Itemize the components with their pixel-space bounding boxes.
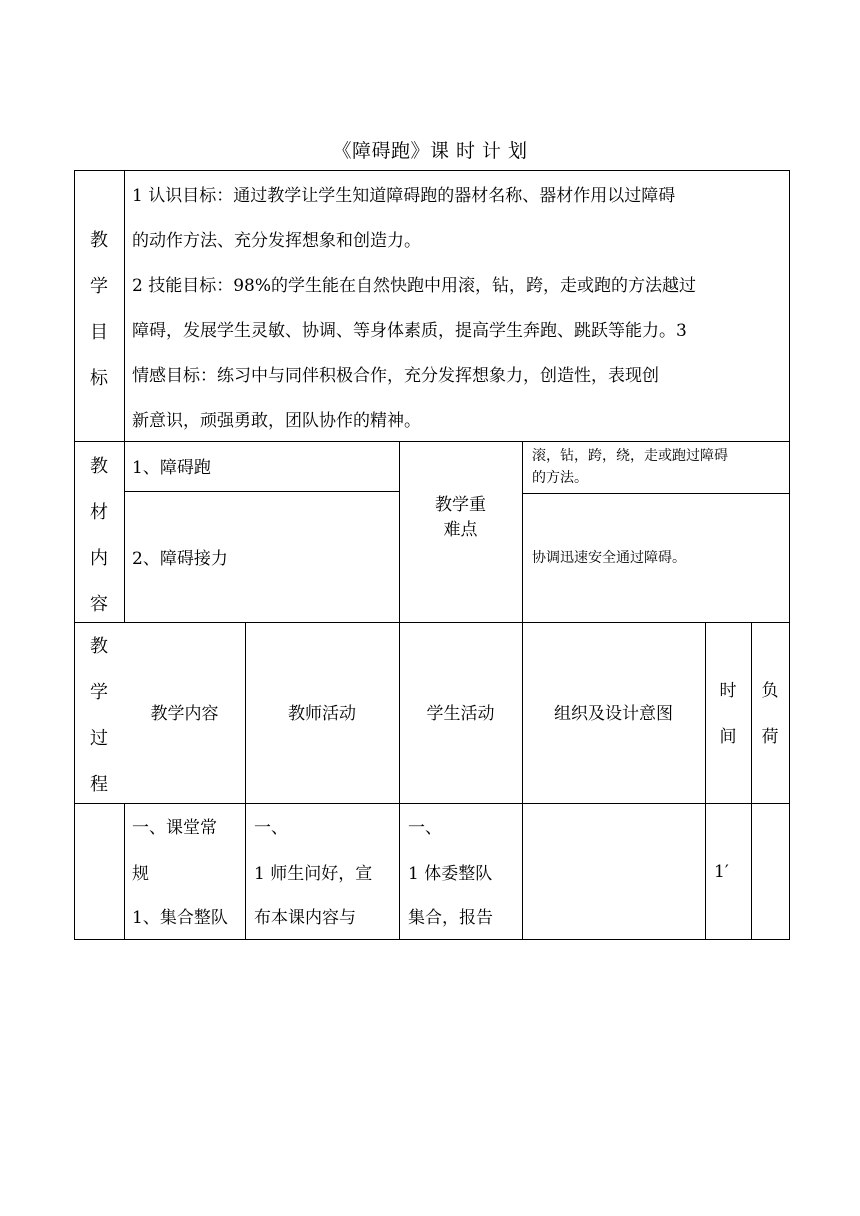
col-header-teacher: 教师活动 [288,704,356,724]
objectives-header-char: 教 [90,230,108,251]
col-header-student: 学生活动 [426,704,495,724]
row-divider-process-header [74,803,790,804]
material-item-2: 2、障碍接力 [132,549,228,569]
page-title: 《障碍跑》课 时 计 划 [332,140,528,162]
row-divider-objectives [74,441,790,442]
objectives-line: 1 认识目标：通过教学让学生知道障碍跑的器材名称、器材作用以过障碍 [132,186,676,206]
objectives-line: 情感目标：练习中与同伴积极合作，充分发挥想象力，创造性，表现创 [132,366,659,386]
col-header-load-2: 荷 [761,727,779,747]
row-content-line: 一、课堂常 [132,818,217,838]
col-divider-organization [705,622,706,940]
objectives-line: 新意识，顽强勇敢，团队协作的精神。 [132,411,421,431]
materials-header-char: 教 [90,456,108,477]
col-divider-materials-right [522,441,523,622]
key-points-label: 教学重 [435,495,486,515]
objectives-header-char: 目 [90,322,108,343]
process-header-char: 过 [90,728,108,749]
col-divider-content [245,622,246,940]
row-divider-materials [74,622,790,623]
objectives-header-char: 学 [90,276,108,297]
row-teacher-line: 1 师生问好，宣 [254,864,373,884]
objectives-header-char: 标 [90,368,108,389]
row-content-line: 1、集合整队 [132,908,228,928]
col-divider-header-upper [124,170,125,622]
row-time: 1′ [714,862,729,882]
materials-header-char: 材 [90,502,108,523]
row-teacher-line: 一、 [254,818,288,838]
material-item-1: 1、障碍跑 [132,458,211,478]
row-divider-materials-right [522,493,790,494]
row-student-line: 一、 [408,818,442,838]
table-border-right [789,170,790,940]
row-student-line: 集合，报告 [408,908,493,928]
col-header-time-2: 间 [719,727,737,747]
col-header-content: 教学内容 [150,704,219,724]
row-content-line: 规 [132,864,149,884]
table-border-left [74,170,75,940]
col-divider-header-lower [124,803,125,940]
objectives-line: 障碍，发展学生灵敏、协调、等身体素质，提高学生奔跑、跳跃等能力。3 [132,321,687,341]
col-divider-teacher [399,622,400,940]
col-header-load: 负 [761,681,779,701]
row-student-line: 1 体委整队 [408,864,493,884]
table-border-top [74,170,790,171]
process-header-char: 教 [90,636,108,657]
col-divider-student [522,622,523,940]
table-border-bottom [74,939,790,940]
objectives-line: 的动作方法、充分发挥想象和创造力。 [132,231,421,251]
col-header-time: 时 [719,681,737,701]
materials-header-char: 内 [90,548,108,569]
col-divider-time [751,622,752,940]
key-points-label-line2: 难点 [443,520,478,540]
process-header-char: 学 [90,682,108,703]
row-teacher-line: 布本课内容与 [254,908,356,928]
objectives-line: 2 技能目标：98%的学生能在自然快跑中用滚，钻，跨，走或跑的方法越过 [132,276,697,296]
row-divider-materials-left [124,491,399,492]
materials-header-char: 容 [90,594,108,615]
process-header-char: 程 [90,774,108,795]
col-header-organization: 组织及设计意图 [554,704,673,724]
key-point-1-line2: 的方法。 [532,470,588,486]
key-point-1: 滚，钻，跨，绕，走或跑过障碍 [532,448,728,464]
key-point-2: 协调迅速安全通过障碍。 [532,550,686,566]
